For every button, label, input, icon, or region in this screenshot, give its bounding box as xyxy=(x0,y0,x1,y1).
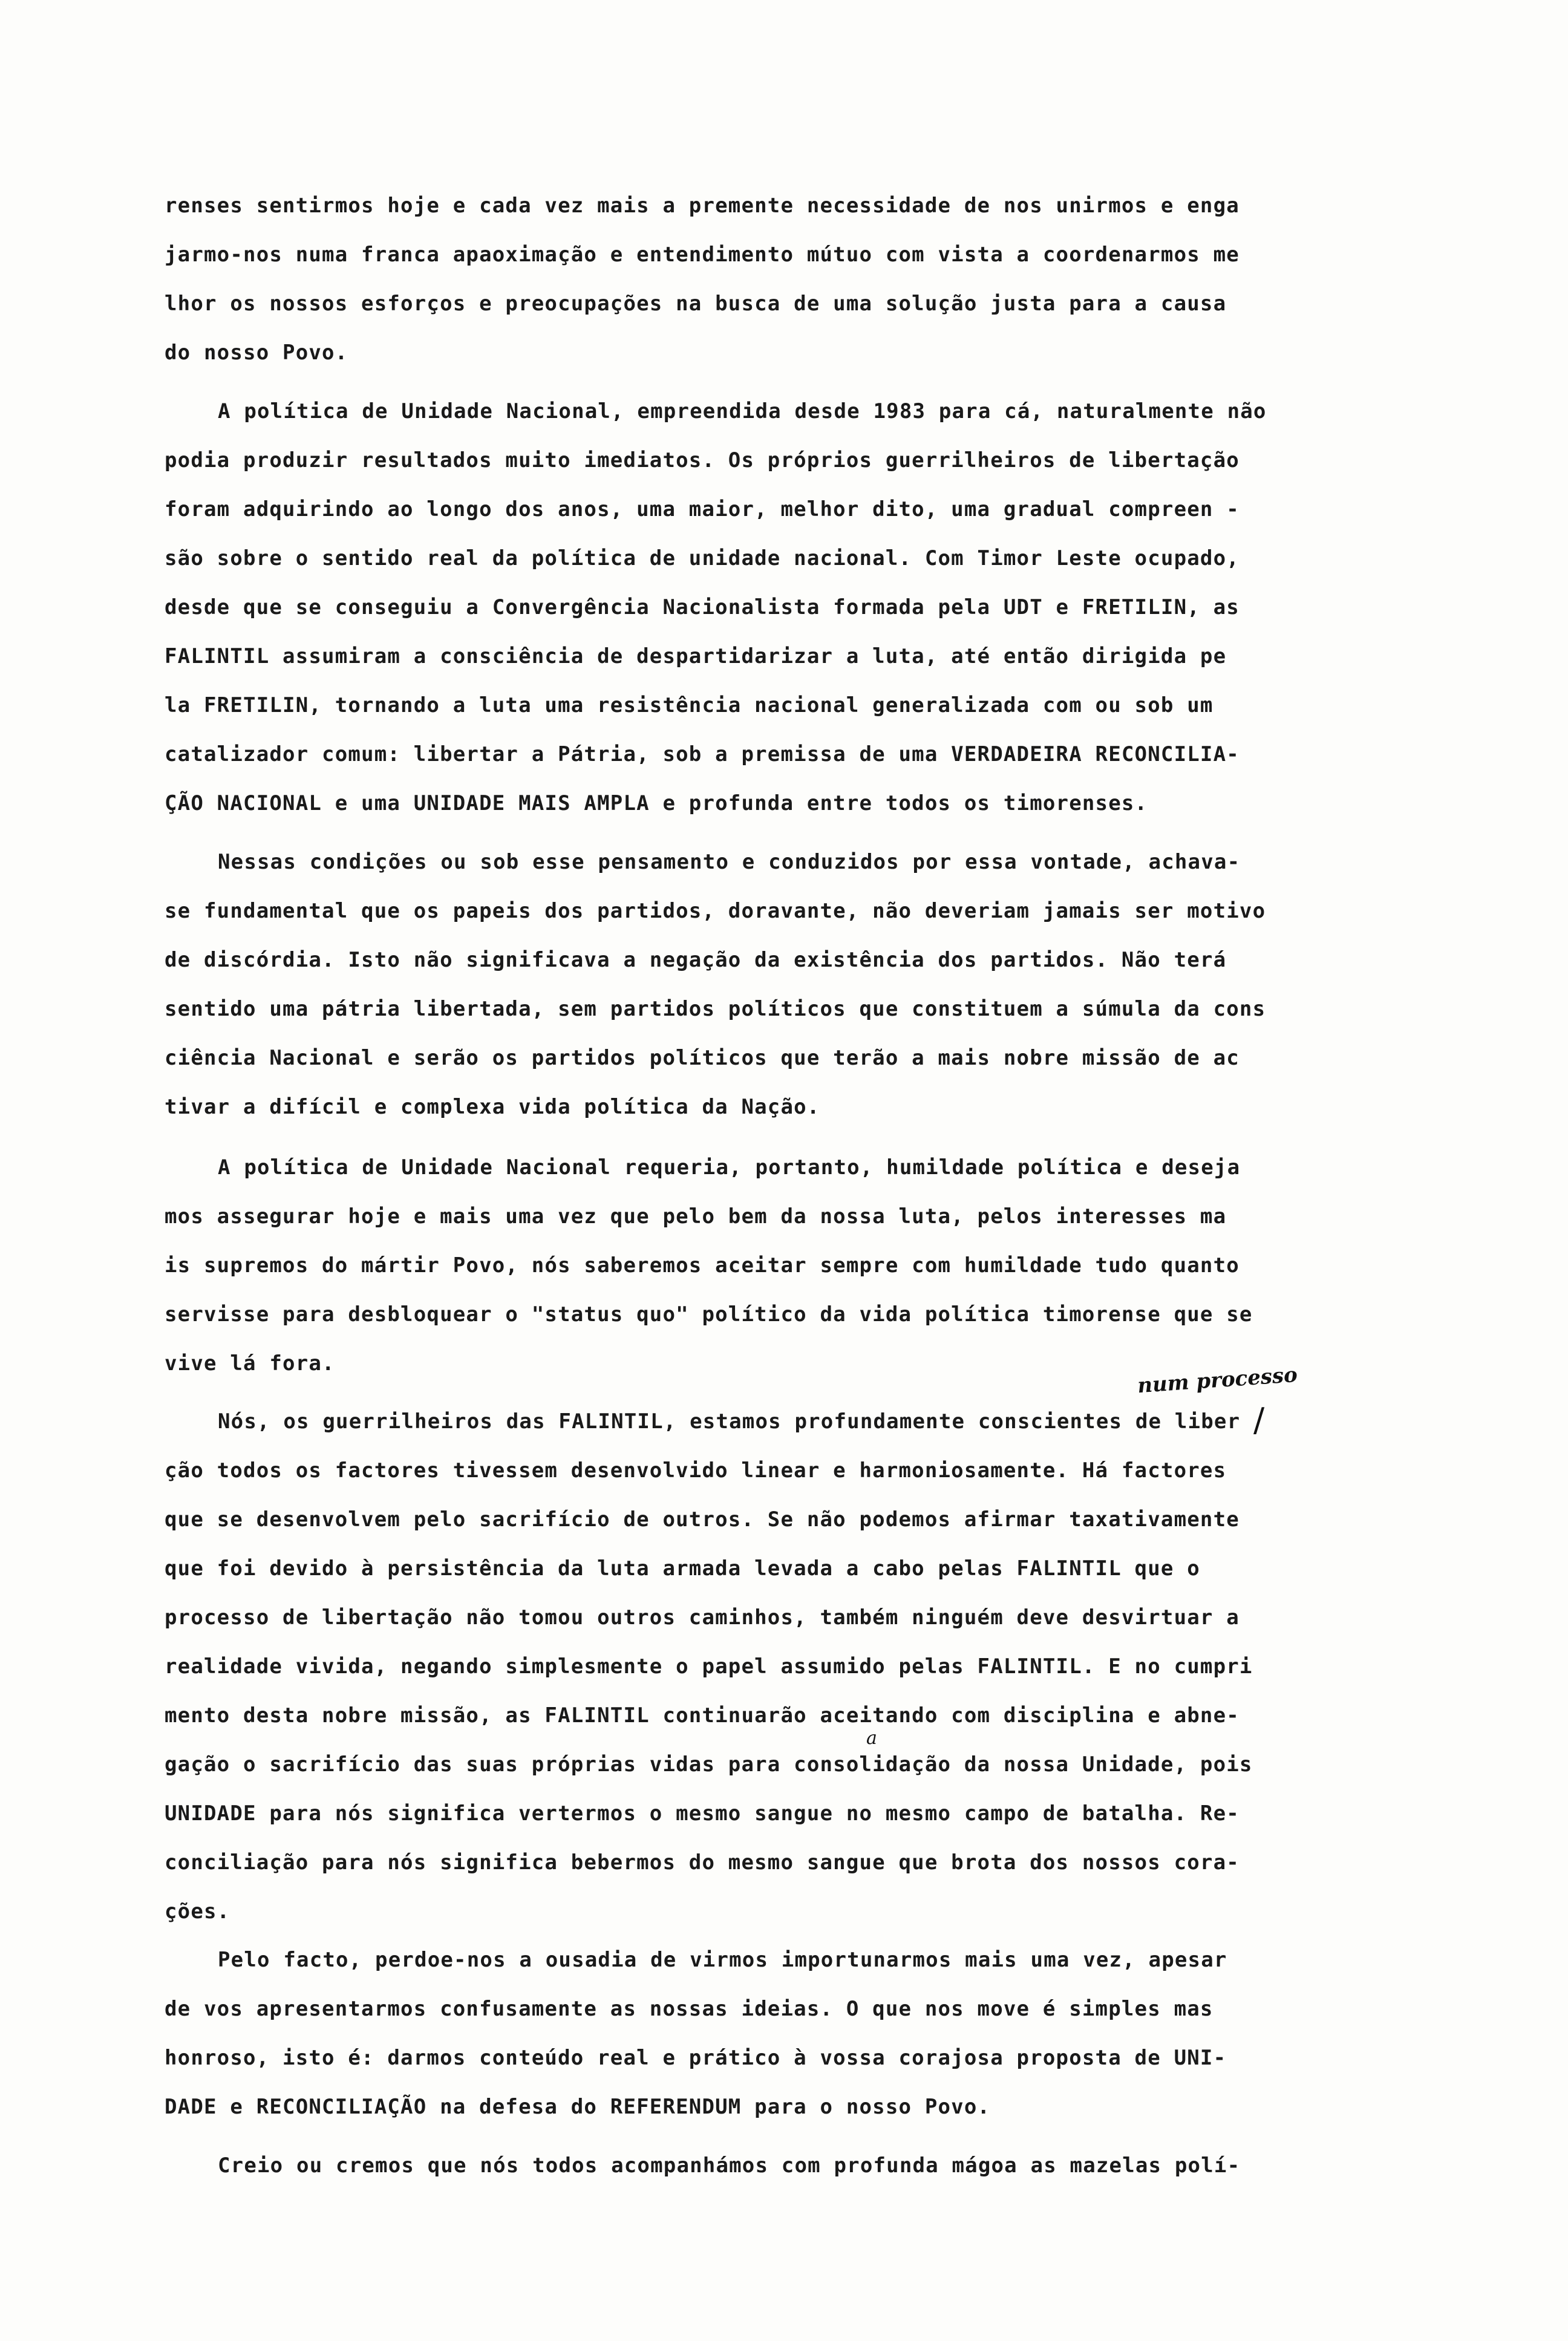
text-line: Pelo facto, perdoe-nos a ousadia de virmos importunarmos mais uma vez, apesar xyxy=(218,1948,1227,1972)
text-line: mento desta nobre missão, as FALINTIL continuarão aceitando com disciplina e abne- xyxy=(165,1703,1240,1728)
text-line: FALINTIL assumiram a consciência de despartidarizar a luta, até então dirigida pe xyxy=(165,644,1227,668)
text-line: mos assegurar hoje e mais uma vez que pelo bem da nossa luta, pelos interesses ma xyxy=(165,1204,1227,1229)
paragraph xyxy=(165,1397,1411,1936)
paragraph xyxy=(165,387,1411,828)
text-line: se fundamental que os papeis dos partidos, doravante, não deveriam jamais ser motivo xyxy=(165,899,1266,923)
text-line: podia produzir resultados muito imediatos. Os próprios guerrilheiros de libertação xyxy=(165,448,1240,472)
text-line: Creio ou cremos que nós todos acompanhámos com profunda mágoa as mazelas polí- xyxy=(218,2153,1241,2178)
text-line: que se desenvolvem pelo sacrifício de outros. Se não podemos afirmar taxativamente xyxy=(165,1507,1240,1532)
text-line: lhor os nossos esforços e preocupações na busca de uma solução justa para a causa xyxy=(165,292,1227,316)
text-line: processo de libertação não tomou outros caminhos, também ninguém deve desvirtuar a xyxy=(165,1605,1240,1630)
paragraph xyxy=(165,2141,1411,2190)
text-line: UNIDADE para nós significa vertermos o mesmo sangue no mesmo campo de batalha. Re- xyxy=(165,1801,1240,1826)
insertion-caret-mark: / xyxy=(1253,1401,1265,1439)
text-line: vive lá fora. xyxy=(165,1351,335,1376)
text-line: realidade vivida, negando simplesmente o papel assumido pelas FALINTIL. E no cumpri xyxy=(165,1654,1253,1679)
text-line: honroso, isto é: darmos conteúdo real e prático à vossa corajosa proposta de UNI- xyxy=(165,2046,1227,2070)
text-line: são sobre o sentido real da política de unidade nacional. Com Timor Leste ocupado, xyxy=(165,546,1240,570)
text-line: jarmo-nos numa franca apaoximação e entendimento mútuo com vista a coordenarmos me xyxy=(165,243,1240,267)
text-line: Nessas condições ou sob esse pensamento e conduzidos por essa vontade, achava- xyxy=(218,850,1241,874)
insertion-a-mark: a xyxy=(866,1728,877,1749)
text-line: foram adquirindo ao longo dos anos, uma maior, melhor dito, uma gradual compreen - xyxy=(165,497,1240,521)
text-line: servisse para desbloquear o "status quo" político da vida política timorense que se xyxy=(165,1302,1253,1327)
text-line: do nosso Povo. xyxy=(165,341,348,365)
text-line: ÇÃO NACIONAL e uma UNIDADE MAIS AMPLA e profunda entre todos os timorenses. xyxy=(165,791,1148,815)
paragraph xyxy=(165,1143,1411,1388)
text-line: ciência Nacional e serão os partidos políticos que terão a mais nobre missão de ac xyxy=(165,1046,1240,1070)
handwritten-annotation: num processo xyxy=(1136,1362,1298,1399)
text-line: DADE e RECONCILIAÇÃO na defesa do REFERENDUM para o nosso Povo. xyxy=(165,2095,991,2119)
text-line: ções. xyxy=(165,1899,230,1924)
text-line: A política de Unidade Nacional, empreendida desde 1983 para cá, naturalmente não xyxy=(218,399,1267,423)
text-line: que foi devido à persistência da luta armada levada a cabo pelas FALINTIL que o xyxy=(165,1556,1200,1581)
text-line: de discórdia. Isto não significava a negação da existência dos partidos. Não terá xyxy=(165,948,1227,972)
paragraph xyxy=(165,838,1411,1132)
text-line: gação o sacrifício das suas próprias vidas para consolidação da nossa Unidade, pois xyxy=(165,1752,1253,1777)
text-line: de vos apresentarmos confusamente as nossas ideias. O que nos move é simples mas xyxy=(165,1997,1214,2021)
paragraph xyxy=(165,181,1411,377)
text-line: Nós, os guerrilheiros das FALINTIL, estamos profundamente conscientes de liber xyxy=(218,1409,1241,1434)
text-line: sentido uma pátria libertada, sem partidos políticos que constituem a súmula da cons xyxy=(165,997,1266,1021)
text-line: conciliação para nós significa bebermos do mesmo sangue que brota dos nossos cora- xyxy=(165,1850,1240,1875)
text-line: catalizador comum: libertar a Pátria, sob a premissa de uma VERDADEIRA RECONCILIA- xyxy=(165,742,1240,766)
text-line: is supremos do mártir Povo, nós saberemos aceitar sempre com humildade tudo quanto xyxy=(165,1253,1240,1278)
text-line: la FRETILIN, tornando a luta uma resistência nacional generalizada com ou sob um xyxy=(165,693,1214,717)
text-line: desde que se conseguiu a Convergência Nacionalista formada pela UDT e FRETILIN, as xyxy=(165,595,1240,619)
text-line: A política de Unidade Nacional requeria, portanto, humildade política e deseja xyxy=(218,1155,1241,1180)
text-line: renses sentirmos hoje e cada vez mais a premente necessidade de nos unirmos e enga xyxy=(165,194,1240,218)
text-line: ção todos os factores tivessem desenvolvido linear e harmoniosamente. Há factores xyxy=(165,1458,1227,1483)
paragraph xyxy=(165,1936,1411,2132)
text-line: tivar a difícil e complexa vida política da Nação. xyxy=(165,1095,820,1119)
